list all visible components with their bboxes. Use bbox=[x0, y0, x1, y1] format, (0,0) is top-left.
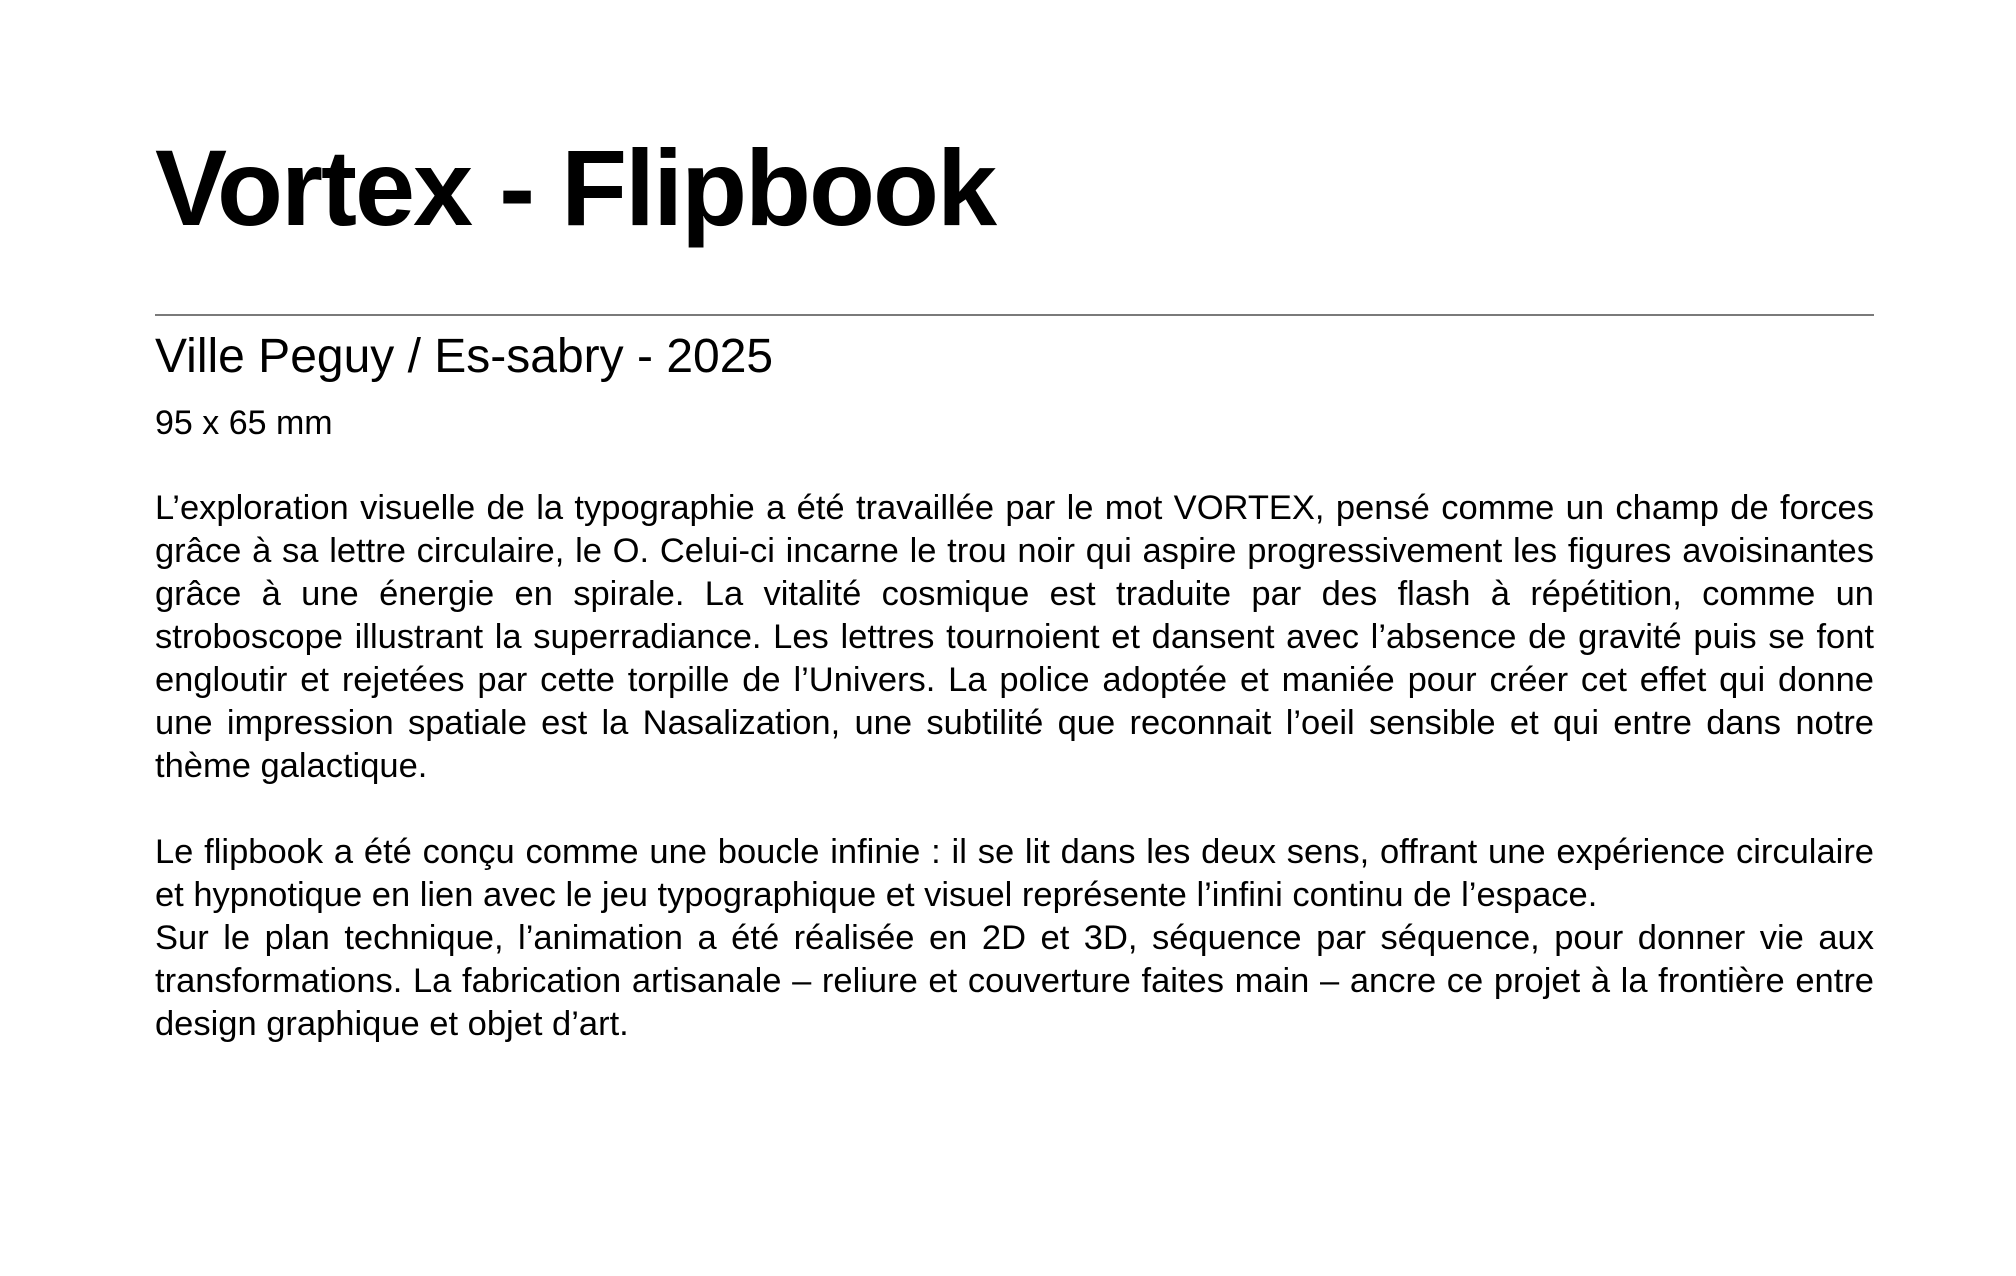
description-paragraph: Le flipbook a été conçu comme une boucle infinie : il se lit dans les deux sens, offrant une expérience circulaire et hypnotique en lien avec le jeu typographique et visuel représente l’infini continu de l’espace. bbox=[155, 833, 1874, 914]
page-title: Vortex - Flipbook bbox=[155, 127, 996, 248]
project-subtitle: Ville Peguy / Es-sabry - 2025 bbox=[155, 330, 774, 383]
description-paragraph: Sur le plan technique, l’animation a été réalisée en 2D et 3D, séquence par séquence, pour donner vie aux transformations. La fabrication artisanale – reliure et couverture faites main – ancre ce projet à la frontière entre design graphique et objet d’art. bbox=[155, 919, 1874, 1043]
project-description bbox=[155, 487, 1874, 1046]
description-paragraph: L’exploration visuelle de la typographie a été travaillée par le mot VORTEX, pensé comme un champ de forces grâce à sa lettre circulaire, le O. Celui-ci incarne le trou noir qui aspire progressivement les figures avoisinantes grâce à une énergie en spirale. La vitalité cosmique est traduite par des flash à répétition, comme un stroboscope illustrant la superradiance. Les lettres tournoient et dansent avec l’absence de gravité puis se font engloutir et rejetées par cette torpille de l’Univers. La police adoptée et maniée pour créer cet effet qui donne une impression spatiale est la Nasalization, une subtilité que reconnait l’oeil sensible et qui entre dans notre thème galactique. bbox=[155, 489, 1874, 785]
title-divider bbox=[155, 314, 1874, 316]
format-dimensions: 95 x 65 mm bbox=[155, 404, 333, 442]
